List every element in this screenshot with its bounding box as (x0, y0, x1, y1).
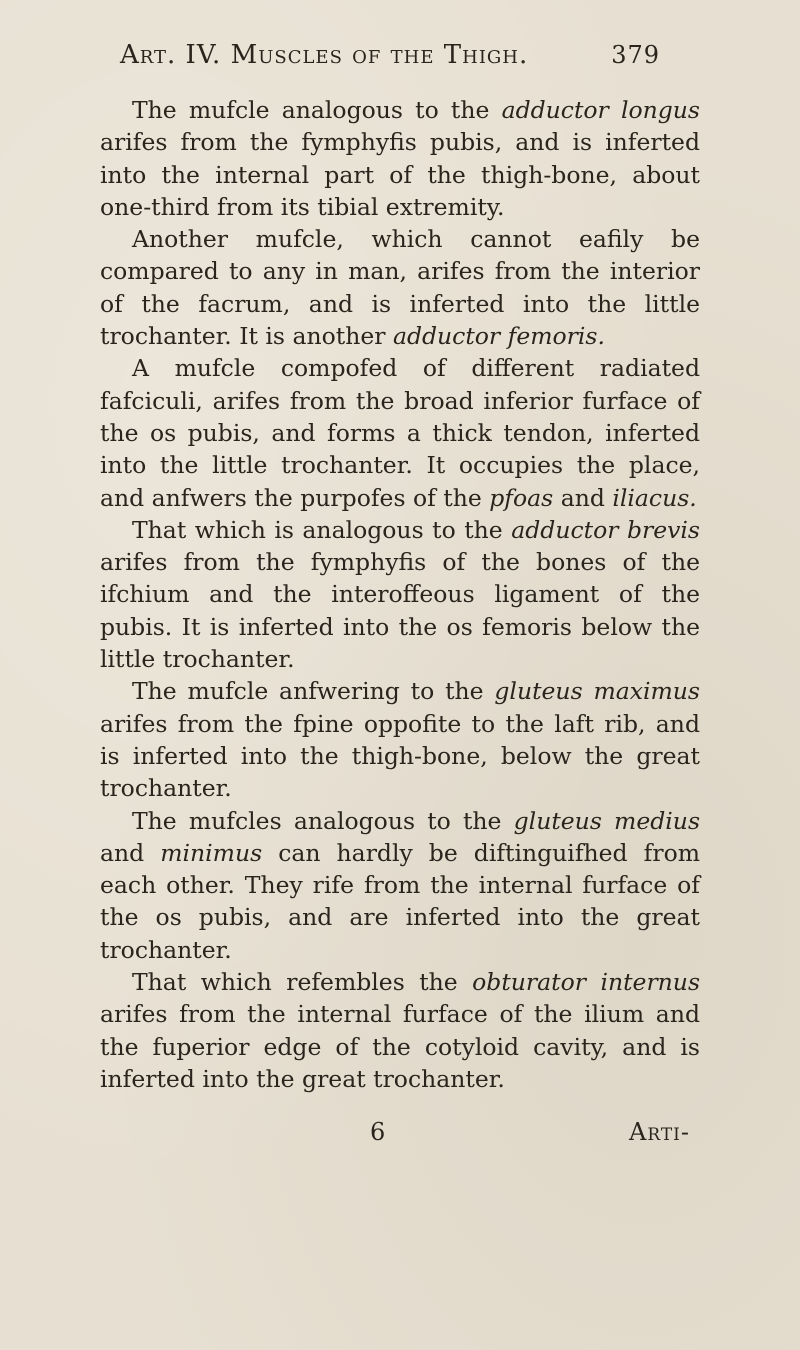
paragraph-italic-text: adductor brevis (511, 515, 700, 544)
body-text (100, 94, 700, 1095)
paragraph-text: A mufcle compofed of different radiated fafciculi, arifes from the broad inferior furface of the os pubis, and forms a thick tendon, inferted into the little trochanter. It occupies the place, and anfwers the purpofes of the (100, 354, 700, 512)
paragraph-text: and (100, 838, 161, 867)
paragraph-text: arifes from the fpine oppofite to the laft rib, and is inferted into the thigh-bone, below the great trochanter. (100, 709, 700, 803)
paragraph-text: Another mufcle, which cannot eafily be compared to any in man, arifes from the interior of the facrum, and is inferted into the little trochanter. It is another (100, 225, 700, 351)
paragraph-text: The mufcles analogous to the (132, 806, 514, 835)
signature-mark: 6 (370, 1118, 386, 1146)
paragraph (100, 223, 700, 352)
paragraph-italic-text: obturator internus (472, 968, 701, 997)
paragraph (100, 675, 700, 804)
page-number: 379 (611, 41, 660, 69)
paragraph-italic-text: minimus (160, 838, 263, 867)
paragraph-text: can hardly be diftinguifhed from each other. They rife from the internal furface of the os pubis, and are inferted into the great trochanter. (100, 838, 700, 964)
catchword: Arti- (629, 1118, 690, 1146)
paragraph-text: arifes from the fymphyfis pubis, and is inferted into the internal part of the thigh-bone, about one-third from its tibial extremity. (100, 128, 700, 221)
paragraph-italic-text: iliacus. (612, 483, 697, 512)
paragraph (100, 966, 700, 1095)
paragraph-italic-text: pfoas (489, 483, 554, 512)
paragraph-text: arifes from the fymphyfis of the bones of the ifchium and the interoffeous ligament of the pubis. It is inferted into the os femoris below the little trochanter. (100, 548, 700, 674)
paragraph-text: That which refembles the (132, 968, 473, 997)
paragraph-italic-text: adductor longus (501, 96, 700, 124)
paragraph (100, 805, 700, 966)
paragraph (100, 94, 700, 223)
paragraph-text: arifes from the internal furface of the ilium and the fuperior edge of the cotyloid cavity, and is inferted into the great trochanter. (100, 1000, 700, 1093)
running-head-title: Art. IV. Muscles of the Thigh. (120, 40, 529, 70)
paragraph (100, 514, 700, 675)
paragraph-text: The mufcle anfwering to the (132, 677, 495, 706)
page-footer (100, 1118, 700, 1154)
paragraph (100, 352, 700, 513)
paragraph-italic-text: gluteus maximus (494, 677, 700, 706)
paragraph-text: and (553, 483, 613, 512)
paragraph-italic-text: adductor femoris. (392, 322, 605, 351)
running-head (120, 40, 660, 70)
paragraph-italic-text: gluteus medius (513, 806, 700, 835)
paragraph-text: The mufcle analogous to the (132, 96, 502, 124)
paragraph-text: That which is analogous to the (132, 515, 512, 544)
